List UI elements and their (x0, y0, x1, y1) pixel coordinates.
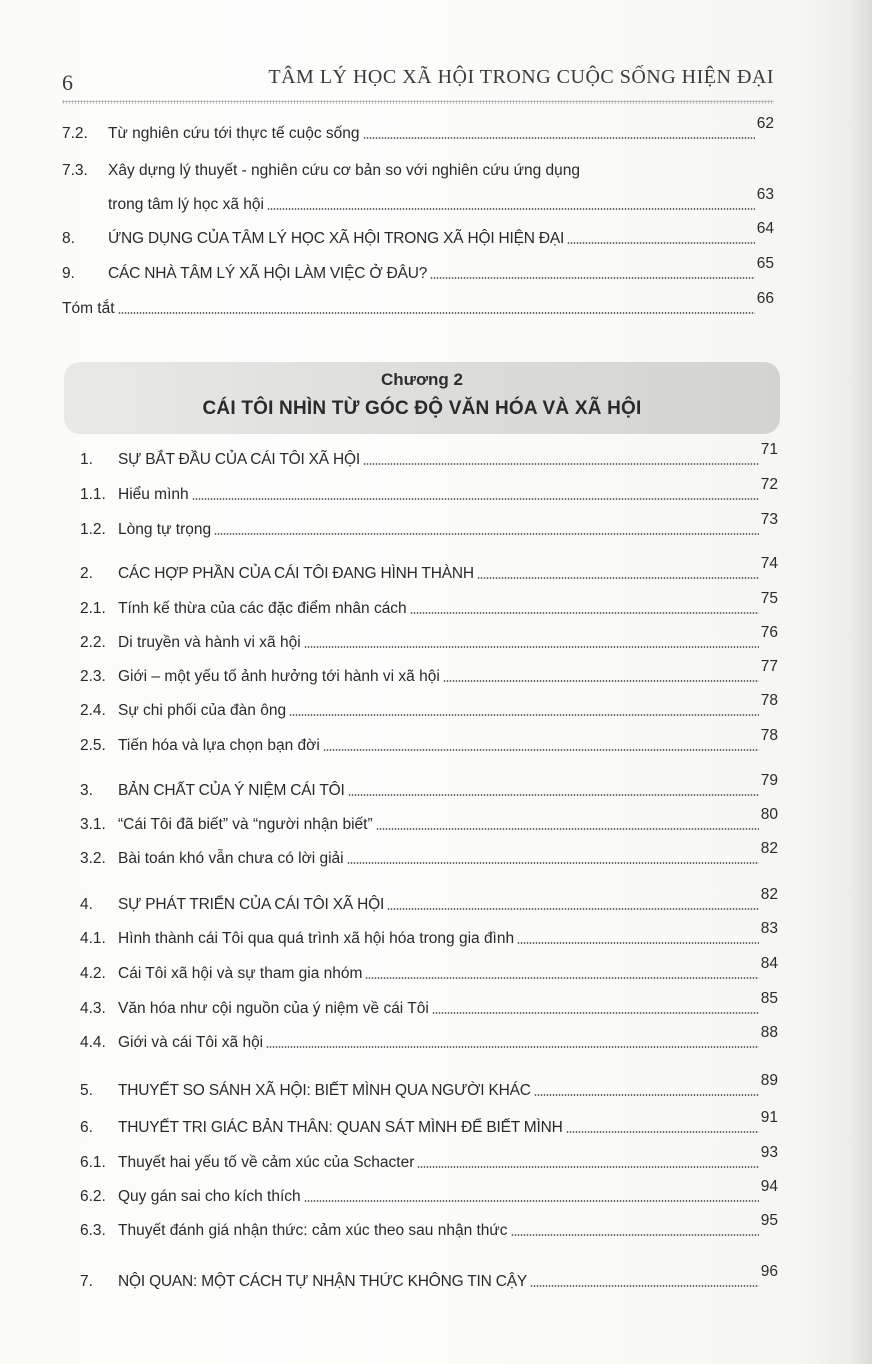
dot-leader (534, 1094, 759, 1096)
toc-entry (80, 476, 778, 504)
toc-entry-number: 2.2. (80, 634, 106, 651)
page-edge-shadow (850, 0, 872, 1364)
toc-entry-title: Cái Tôi xã hội và sự tham gia nhóm (118, 965, 363, 982)
toc-entry-title: Hiểu mình (118, 486, 189, 503)
toc-entry (80, 772, 778, 800)
toc-entry-number: 4.2. (80, 965, 106, 982)
toc-entry-number: 1.2. (80, 521, 106, 538)
dot-leader (214, 533, 759, 535)
toc-entry-page: 65 (756, 255, 774, 272)
toc-entry-number: 2. (80, 565, 93, 582)
toc-entry-page: 73 (760, 511, 778, 528)
toc-entry-page: 94 (760, 1178, 778, 1195)
toc-entry-title: ỨNG DỤNG CỦA TÂM LÝ HỌC XÃ HỘI TRONG XÃ HỘI HIỆN ĐẠI (108, 230, 565, 247)
toc-entry-number: 6.1. (80, 1154, 106, 1171)
toc-entry-page: 63 (756, 186, 774, 203)
toc-entry (80, 590, 778, 618)
running-title: TÂM LÝ HỌC XÃ HỘI TRONG CUỘC SỐNG HIỆN ĐẠI (268, 66, 774, 88)
toc-entry (80, 990, 778, 1018)
dot-leader (363, 463, 759, 465)
toc-entry (80, 1212, 778, 1240)
toc-entry-number: 9. (62, 265, 75, 282)
dot-leader (365, 977, 758, 979)
toc-entry-page: 80 (760, 806, 778, 823)
toc-entry-page: 76 (760, 624, 778, 641)
toc-entry-title: “Cái Tôi đã biết” và “người nhận biết” (118, 816, 373, 833)
toc-entry-page: 66 (756, 290, 774, 307)
toc-entry-page: 88 (760, 1024, 778, 1041)
toc-entry (62, 115, 774, 143)
toc-entry (80, 955, 778, 983)
dot-leader (477, 577, 759, 579)
toc-entry-number: 5. (80, 1082, 93, 1099)
toc-entry-page: 78 (760, 692, 778, 709)
toc-entry-number: 6. (80, 1119, 93, 1136)
toc-entry-summary (62, 290, 774, 318)
toc-entry-page: 82 (760, 840, 778, 857)
header-dotted-rule (62, 100, 774, 104)
dot-leader (323, 749, 759, 751)
toc-entry-page: 96 (760, 1263, 778, 1280)
toc-entry (80, 840, 778, 868)
toc-entry-number: 6.3. (80, 1222, 106, 1239)
toc-entry-title: NỘI QUAN: MỘT CÁCH TỰ NHẬN THỨC KHÔNG TIN CẬY (118, 1273, 528, 1290)
toc-entry (80, 1024, 778, 1052)
toc-entry-title: Lòng tự trọng (118, 521, 212, 538)
dot-leader (511, 1234, 759, 1236)
toc-entry-title-continued: trong tâm lý học xã hội (108, 196, 264, 213)
toc-entry-number: 1.1. (80, 486, 106, 503)
dot-leader (430, 277, 755, 279)
toc-entry-page: 72 (760, 476, 778, 493)
dot-leader (192, 498, 759, 500)
toc-entry-title: Quy gán sai cho kích thích (118, 1188, 301, 1205)
toc-entry-number: 3. (80, 782, 93, 799)
toc-entry (80, 1109, 778, 1137)
toc-entry-title: Bài toán khó vẫn chưa có lời giải (118, 850, 344, 867)
dot-leader (363, 137, 755, 139)
toc-entry-continuation (108, 186, 774, 214)
dot-leader (304, 1200, 759, 1202)
toc-entry (80, 1178, 778, 1206)
toc-entry-number: 3.1. (80, 816, 106, 833)
toc-entry (80, 1144, 778, 1172)
toc-entry (80, 920, 778, 948)
toc-entry-page: 74 (760, 555, 778, 572)
toc-entry-number: 2.5. (80, 737, 106, 754)
toc-entry-page: 75 (760, 590, 778, 607)
toc-entry-title: SỰ BẮT ĐẦU CỦA CÁI TÔI XÃ HỘI (118, 451, 361, 468)
toc-entry (80, 806, 778, 834)
toc-entry-number: 4.4. (80, 1034, 106, 1051)
toc-entry-title: Di truyền và hành vi xã hội (118, 634, 301, 651)
toc-entry-title: BẢN CHẤT CỦA Ý NIỆM CÁI TÔI (118, 782, 345, 799)
toc-entry-number: 7. (80, 1273, 93, 1290)
toc-entry-number: 3.2. (80, 850, 106, 867)
toc-entry (62, 220, 774, 248)
toc-entry (80, 624, 778, 652)
toc-entry-number: 2.1. (80, 600, 106, 617)
chapter-label: Chương 2 (380, 370, 463, 389)
toc-entry-title: Tóm tắt (62, 300, 115, 317)
toc-entry (62, 255, 774, 283)
dot-leader (289, 714, 759, 716)
toc-entry-page: 91 (760, 1109, 778, 1126)
dot-leader (567, 242, 755, 244)
toc-entry-number: 2.3. (80, 668, 106, 685)
toc-entry-page: 77 (760, 658, 778, 675)
dot-leader (566, 1131, 759, 1133)
toc-entry-title: Tính kế thừa của các đặc điểm nhân cách (118, 600, 407, 617)
toc-entry (80, 658, 778, 686)
toc-entry-title: SỰ PHÁT TRIỂN CỦA CÁI TÔI XÃ HỘI (118, 896, 385, 913)
toc-entry-number: 4.1. (80, 930, 106, 947)
chapter-heading-box (64, 362, 780, 434)
dot-leader (417, 1166, 758, 1168)
toc-entry-title: Giới – một yếu tố ảnh hưởng tới hành vi xã hội (118, 668, 440, 685)
toc-entry-title: THUYẾT SO SÁNH XÃ HỘI: BIẾT MÌNH QUA NGƯỜI KHÁC (118, 1082, 531, 1099)
toc-entry-page: 78 (760, 727, 778, 744)
toc-entry (80, 441, 778, 469)
toc-entry-title: Thuyết đánh giá nhận thức: cảm xúc theo sau nhận thức (118, 1222, 508, 1239)
toc-entry-title: CÁC HỢP PHẦN CỦA CÁI TÔI ĐANG HÌNH THÀNH (118, 565, 474, 582)
toc-entry-page: 93 (760, 1144, 778, 1161)
toc-entry-title: THUYẾT TRI GIÁC BẢN THÂN: QUAN SÁT MÌNH ĐỂ BIẾT MÌNH (118, 1119, 563, 1136)
dot-leader (347, 862, 759, 864)
toc-entry-page: 83 (760, 920, 778, 937)
toc-entry-page: 79 (760, 772, 778, 789)
toc-entry-page: 62 (756, 115, 774, 132)
toc-entry-title: Thuyết hai yếu tố về cảm xúc của Schacter (118, 1154, 415, 1171)
toc-entry-page: 85 (760, 990, 778, 1007)
toc-entry-number: 6.2. (80, 1188, 106, 1205)
toc-entry-number: 2.4. (80, 702, 106, 719)
chapter-title: CÁI TÔI NHÌN TỪ GÓC ĐỘ VĂN HÓA VÀ XÃ HỘI (202, 398, 642, 419)
dot-leader (376, 828, 759, 830)
dot-leader (348, 794, 759, 796)
dot-leader (266, 1046, 759, 1048)
toc-entry-page: 84 (760, 955, 778, 972)
toc-entry-title: Từ nghiên cứu tới thực tế cuộc sống (108, 125, 360, 142)
dot-leader (304, 646, 759, 648)
dot-leader (517, 942, 759, 944)
toc-entry-title: Xây dựng lý thuyết - nghiên cứu cơ bản so với nghiên cứu ứng dụng (108, 162, 581, 179)
toc-entry-number: 4.3. (80, 1000, 106, 1017)
dot-leader (443, 680, 759, 682)
toc-entry (80, 555, 778, 583)
toc-entry-title: Văn hóa như cội nguồn của ý niệm về cái Tôi (118, 1000, 429, 1017)
toc-entry-page: 89 (760, 1072, 778, 1089)
toc-entry-title: Tiến hóa và lựa chọn bạn đời (118, 737, 320, 754)
dot-leader (410, 612, 759, 614)
toc-entry-title: CÁC NHÀ TÂM LÝ XÃ HỘI LÀM VIỆC Ở ĐÂU? (108, 265, 428, 282)
dot-leader (530, 1285, 759, 1287)
page-header (62, 62, 774, 100)
toc-entry-title: Giới và cái Tôi xã hội (118, 1034, 264, 1051)
dot-leader (387, 908, 759, 910)
toc-entry (80, 1072, 778, 1100)
toc-entry-number: 7.2. (62, 125, 88, 142)
toc-entry-number: 1. (80, 451, 93, 468)
toc-entry (80, 692, 778, 720)
toc-entry-page: 64 (756, 220, 774, 237)
toc-entry (80, 511, 778, 539)
toc-entry-page: 95 (760, 1212, 778, 1229)
toc-entry-page: 71 (760, 441, 778, 458)
toc-entry-title: Hình thành cái Tôi qua quá trình xã hội hóa trong gia đình (118, 930, 515, 947)
toc-entry (80, 886, 778, 914)
toc-entry-number: 4. (80, 896, 93, 913)
toc-entry (80, 1263, 778, 1291)
toc-entry-title: Sự chi phối của đàn ông (118, 702, 287, 719)
toc-entry-number: 7.3. (62, 162, 88, 179)
dot-leader (118, 312, 755, 314)
dot-leader (432, 1012, 759, 1014)
toc-entry (80, 727, 778, 755)
toc-entry-page: 82 (760, 886, 778, 903)
page-number: 6 (62, 70, 73, 95)
toc-entry-number: 8. (62, 230, 75, 247)
dot-leader (267, 208, 755, 210)
